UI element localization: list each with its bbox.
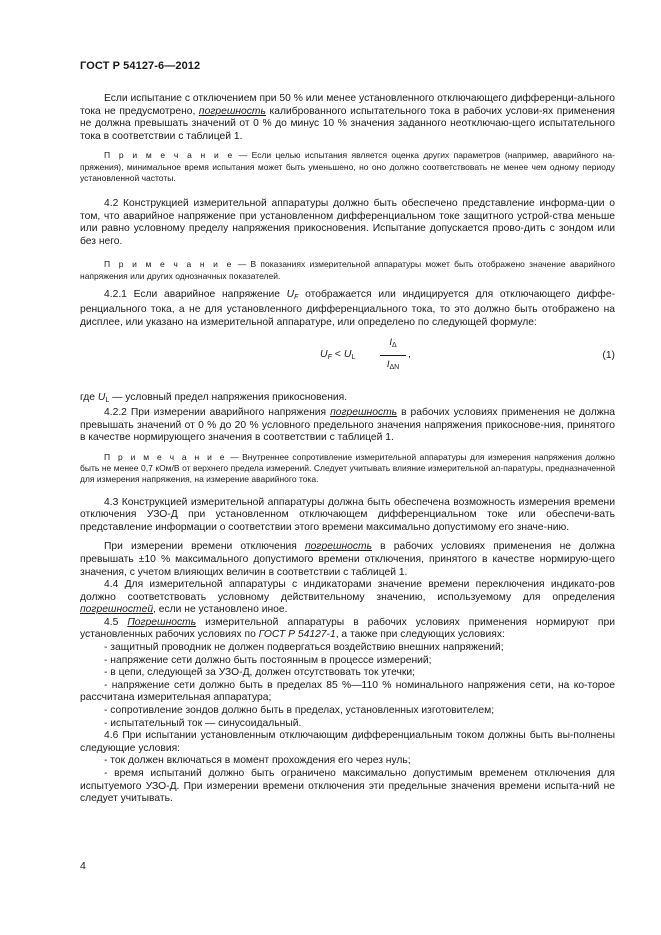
- document-code-header: ГОСТ Р 54127-6—2012: [80, 60, 201, 72]
- paragraph-4-2-2: 4.2.2 При измерении аварийного напряжения погрешность в рабочих условиях применения не должна превышать значений от 0 % до 20 % условного предельного значения напряжения прикоснове-ния, принятого в качестве нормирующего значения в соответствии с таблицей 1.: [80, 407, 615, 444]
- term-pogreshnost: погрешность: [330, 407, 398, 419]
- list-item: - защитный проводник не должен подвергаться воздействию внешних напряжений;: [104, 642, 504, 654]
- formula-number: (1): [602, 349, 615, 361]
- term-pogreshnost: погрешность: [305, 541, 373, 553]
- list-item: - в цепи, следующей за УЗО-Д, должен отсутствовать ток утечки;: [104, 667, 415, 679]
- formula-fraction: [380, 336, 406, 375]
- note-1: П р и м е ч а н и е — Если целью испытания является оценка других параметров (например, аварийного на-пряжения), минимальное время испытания может быть уменьшено, но оно должно соответствовать не менее чем одному периоду установленной частоты.: [80, 150, 615, 183]
- note-label: П р и м е ч а н и е: [104, 150, 235, 161]
- formula-where-clause: где $U_L$ — условный предел напряжения прикосновения.: [80, 391, 348, 404]
- fraction-numerator: $I_\Delta$: [380, 336, 406, 356]
- list-item: - время испытаний должно быть ограничено максимально допустимым временем отключения для испытуемого УЗО-Д. При измерении времени отключения эти предельные значения времени испыта-ний не следует учитывать.: [80, 768, 615, 805]
- paragraph-4-3: 4.3 Конструкцией измерительной аппаратуры должна быть обеспечена возможность измерения времени отключения УЗО-Д при установленном отключающем дифференциальном токе или обеспечи-вать представление информации о соответствии этого времени максимально допустимому его значе-нию.: [80, 496, 615, 533]
- paragraph-4-5: 4.5 Погрешность измерительной аппаратуры в рабочих условиях применения нормируют при установленных рабочих условиях по ГОСТ Р 54127-1, а также при следующих условиях:: [80, 616, 615, 641]
- document-body: [80, 93, 615, 806]
- conditions-list-4-5: [80, 642, 615, 730]
- paragraph-4-4: 4.4 Для измерительной аппаратуры с индикаторами значение времени переключения индикато-ров должно соответствовать условному действительному значению, используемому для определения погрешностей, если не установлено иное.: [80, 579, 615, 616]
- formula-1: $U_F < U_L$ $I_\Delta$ $I_{\Delta N}$ , (1): [80, 336, 615, 388]
- conditions-list-4-6: [80, 755, 615, 805]
- list-item: - сопротивление зондов должно быть в пределах, установленных изготовителем;: [104, 705, 495, 717]
- term-pogreshnost: погрешность: [198, 105, 266, 117]
- paragraph-4-2: 4.2 Конструкцией измерительной аппаратуры должно быть обеспечено представление информа-ции о том, что аварийное напряжение при установленном дифференциальном токе защитного устрой-ства меньше или равно условному пределу напряжения прикосновения. Испытание допускается прово-дить с зондом или без него.: [80, 197, 615, 247]
- term-pogreshnost: Погрешность: [127, 616, 197, 628]
- list-item: - напряжение сети должно быть в пределах 85 %—110 % номинального напряжения сети, на ко-торое рассчитана измерительная аппаратура;: [80, 679, 615, 704]
- paragraph-4-6: 4.6 При испытании установленным отключающим дифференциальным током должны быть вы-полнены следующие условия:: [80, 730, 615, 754]
- note-label: П р и м е ч а н и е: [104, 259, 234, 270]
- page-number: 4: [80, 860, 86, 872]
- list-item: - испытательный ток — синусоидальный.: [104, 717, 302, 729]
- paragraph-4-3-time-accuracy: При измерении времени отключения погрешность в рабочих условиях применения не должна превышать ±10 % максимального допустимого времени отключения, принятого в качестве нормирую-щего значения, с учетом влияющих величин в соответствии с таблицей 1.: [80, 541, 616, 578]
- list-item: - ток должен включаться в момент прохождения его через нуль;: [104, 755, 411, 767]
- note-label: П р и м е ч а н и е: [104, 451, 227, 462]
- standard-reference: ГОСТ Р 54127-1: [258, 629, 336, 641]
- note-2: П р и м е ч а н и е — В показаниях измерительной аппаратуры может быть отображено значение аварийного напряжения или других однозначных показателей.: [80, 259, 615, 281]
- paragraph-4-2-1: 4.2.1 Если аварийное напряжение $U_F$ отображается или индицируется для отключающего диффе-ренциального тока, а не для установленного дифференциального тока, то это должно быть отображено на дисплее, или указано на измерительной аппаратуре, или определено по следующей формуле:: [80, 288, 616, 328]
- term-pogreshnostey: погрешностей: [80, 604, 154, 616]
- formula-lhs: $U_F < U_L$: [320, 347, 356, 361]
- paragraph-test-current: Если испытание с отключением при 50 % или менее установленного отключающего дифференци-ального тока не предусмотрено, погрешность калиброванного испытательного тока в рабочих услови-ях применения не должна превышать значений от 0 % до минус 10 % значения заданного неотключаю-щего испытательного тока в соответствии с таблицей 1.: [80, 93, 615, 142]
- note-3: П р и м е ч а н и е — Внутреннее сопротивление измерительной аппаратуры для измерения напряжения должно быть не менее 0,7 кОм/В от верхнего предела измерений. Следует учитывать влияние измерительной ап-паратуры, предназначенной для измерения напряжения, на измерение аварийного тока.: [80, 451, 615, 485]
- fraction-denominator: $I_{\Delta N}$: [386, 358, 400, 371]
- list-item: - напряжение сети должно быть постоянным в процессе измерений;: [104, 654, 432, 666]
